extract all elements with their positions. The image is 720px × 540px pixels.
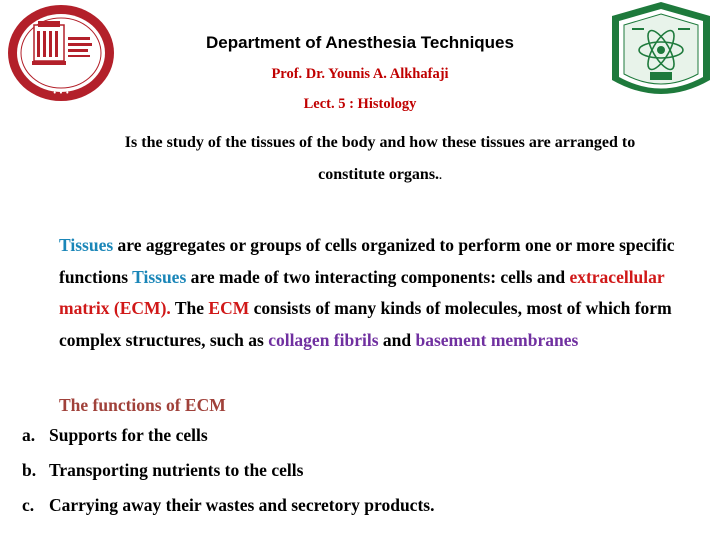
tissues-paragraph [59,230,709,356]
term-collagen-fibrils: collagen fibrils [268,329,379,350]
definition-line-1: Is the study of the tissues of the body and how these tissues are arranged to [124,134,636,151]
term-ecm: ECM [208,298,250,318]
professor-name: Prof. Dr. Younis A. Alkhafaji [271,66,449,82]
paragraph-text: consists of many kinds of molecules, most of which form complex structures, such as [59,298,672,350]
lecture-title: Lect. 5 : Histology [303,96,417,112]
list-marker: a. [22,425,36,445]
definition-line-2 [60,159,700,192]
term-tissues: Tissues [132,266,187,287]
list-item [22,425,208,446]
list-marker: c. [22,495,35,515]
functions-heading: The functions of ECM [59,395,226,415]
paragraph-text: are made of two interacting components: cells and [186,266,570,287]
college-logo [6,3,116,103]
paragraph-text: are aggregates or groups of cells organized to perform one or more specific functions [59,235,675,287]
term-basement-membranes: basement membranes [415,329,579,350]
definition-line-2-tail: . [439,170,442,182]
list-item-text: Transporting nutrients to the cells [49,460,304,480]
histology-definition [60,127,700,192]
paragraph-text: The [170,298,209,318]
paragraph-text: and [378,329,416,350]
term-extracellular-matrix: extracellular matrix (ECM). [59,266,665,318]
list-item [22,495,434,516]
department-title: Department of Anesthesia Techniques [206,33,514,52]
list-marker: b. [22,460,37,480]
svg-text:• • •: • • • [52,89,70,97]
list-item-text: Carrying away their wastes and secretory products. [49,495,435,515]
list-item [22,460,303,481]
term-tissues: Tissues [59,235,114,255]
definition-line-2-text: constitute organs. [318,166,440,183]
list-item-text: Supports for the cells [49,425,208,445]
